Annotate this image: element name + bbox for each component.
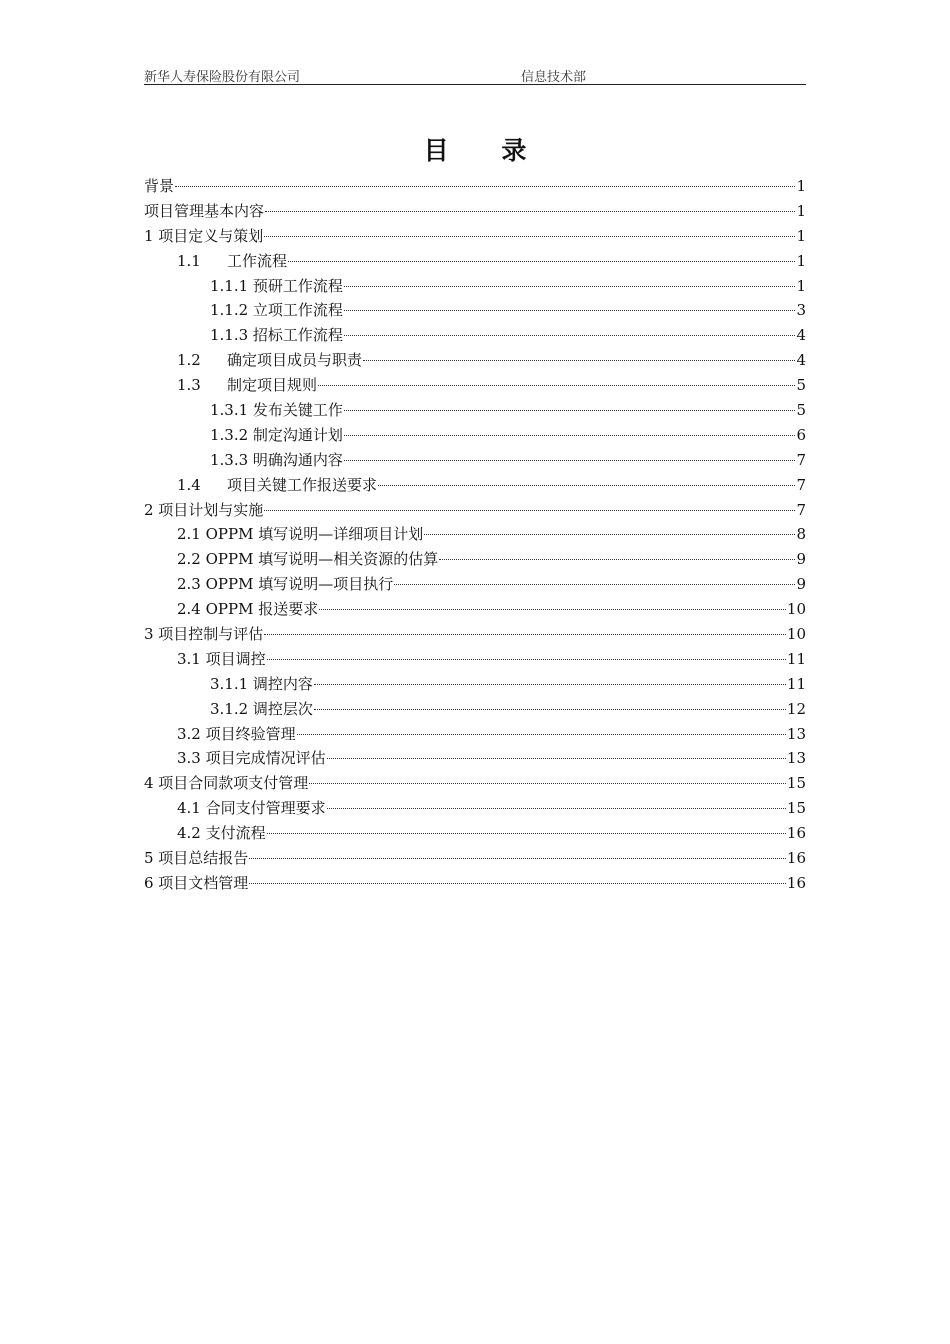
toc-entry[interactable] xyxy=(144,298,806,323)
toc-entry-number: 1.3 xyxy=(177,376,201,395)
toc-entry-text: 4.1 合同支付管理要求 xyxy=(177,799,326,818)
toc-entry-text: 1.3.2 制定沟通计划 xyxy=(210,425,343,444)
toc-entry-page: 16 xyxy=(786,824,806,843)
company-name: 新华人寿保险股份有限公司 xyxy=(144,70,301,85)
toc-entry-text: 1.1.2 立项工作流程 xyxy=(210,301,343,320)
toc-entry-text: 1.1.1 预研工作流程 xyxy=(210,276,343,295)
dot-leader xyxy=(288,261,795,262)
toc-entry-text: 3 项目控制与评估 xyxy=(144,625,264,644)
toc-entry-page: 13 xyxy=(786,724,806,743)
dot-leader xyxy=(314,684,786,685)
toc-entry[interactable] xyxy=(144,597,806,622)
dot-leader xyxy=(267,833,786,834)
dot-leader xyxy=(344,286,796,287)
toc-entry[interactable] xyxy=(144,174,806,199)
toc-entry[interactable] xyxy=(144,846,806,871)
toc-entry-page: 15 xyxy=(786,774,806,793)
toc-entry-number: 1.2 xyxy=(177,351,201,370)
toc-entry-text: 5 项目总结报告 xyxy=(144,849,249,868)
toc-entry-page: 13 xyxy=(786,749,806,768)
dot-leader xyxy=(327,808,786,809)
toc-entry-page: 9 xyxy=(796,550,806,569)
toc-entry[interactable] xyxy=(144,448,806,473)
toc-entry-page: 1 xyxy=(796,201,806,220)
toc-entry-text: 项目管理基本内容 xyxy=(144,201,265,220)
toc-entry-page: 1 xyxy=(796,251,806,270)
page-header xyxy=(144,64,806,85)
dot-leader xyxy=(439,559,795,560)
toc-entry-text: 确定项目成员与职责 xyxy=(227,351,363,370)
toc-entry-page: 11 xyxy=(786,649,806,668)
toc-entry-text: 2.3 OPPM 填写说明—项目执行 xyxy=(177,575,394,594)
toc-entry-page: 10 xyxy=(786,600,806,619)
dot-leader xyxy=(344,335,796,336)
toc-entry-page: 16 xyxy=(786,873,806,892)
toc-entry-page: 7 xyxy=(796,475,806,494)
dot-leader xyxy=(378,485,795,486)
toc-entry[interactable] xyxy=(144,323,806,348)
dot-leader xyxy=(264,236,795,237)
toc-entry-page: 16 xyxy=(786,849,806,868)
dot-leader xyxy=(344,410,796,411)
table-of-contents xyxy=(144,174,806,896)
toc-entry-page: 4 xyxy=(796,351,806,370)
toc-entry[interactable] xyxy=(144,199,806,224)
toc-entry-page: 3 xyxy=(796,301,806,320)
toc-entry-page: 1 xyxy=(796,226,806,245)
toc-entry-text: 3.1.1 调控内容 xyxy=(210,674,313,693)
toc-entry[interactable] xyxy=(144,746,806,771)
dot-leader xyxy=(344,310,796,311)
toc-entry-page: 10 xyxy=(786,625,806,644)
dot-leader xyxy=(363,360,795,361)
toc-entry-text: 3.3 项目完成情况评估 xyxy=(177,749,326,768)
toc-entry-text: 制定项目规则 xyxy=(227,376,318,395)
toc-entry[interactable] xyxy=(144,647,806,672)
dot-leader xyxy=(249,883,786,884)
toc-entry-text: 3.1.2 调控层次 xyxy=(210,699,313,718)
toc-entry[interactable] xyxy=(144,771,806,796)
toc-entry-page: 9 xyxy=(796,575,806,594)
dot-leader xyxy=(264,634,786,635)
dot-leader xyxy=(309,783,786,784)
toc-entry-text: 3.1 项目调控 xyxy=(177,649,266,668)
dot-leader xyxy=(424,534,795,535)
toc-entry-text: 3.2 项目终验管理 xyxy=(177,724,296,743)
toc-entry-text: 2 项目计划与实施 xyxy=(144,500,264,519)
toc-entry-text: 1 项目定义与策划 xyxy=(144,226,264,245)
dot-leader xyxy=(314,709,786,710)
toc-entry[interactable] xyxy=(144,398,806,423)
toc-entry-text: 2.1 OPPM 填写说明—详细项目计划 xyxy=(177,525,424,544)
dot-leader xyxy=(297,734,786,735)
toc-entry[interactable] xyxy=(144,249,806,274)
toc-entry-number: 1.4 xyxy=(177,475,201,494)
toc-entry-page: 1 xyxy=(796,177,806,195)
dot-leader xyxy=(265,211,795,212)
toc-entry-page: 6 xyxy=(796,425,806,444)
toc-entry-number: 1.1 xyxy=(177,251,201,270)
toc-entry-page: 4 xyxy=(796,326,806,345)
toc-entry[interactable] xyxy=(144,348,806,373)
toc-title: 目 录 xyxy=(423,136,549,165)
toc-entry[interactable] xyxy=(144,821,806,846)
toc-entry[interactable] xyxy=(144,697,806,722)
toc-entry-page: 15 xyxy=(786,799,806,818)
toc-entry[interactable] xyxy=(144,672,806,697)
toc-entry[interactable] xyxy=(144,498,806,523)
toc-entry[interactable] xyxy=(144,224,806,249)
toc-entry-text: 1.3.1 发布关键工作 xyxy=(210,401,343,420)
toc-entry-page: 8 xyxy=(796,525,806,544)
toc-entry-text: 2.4 OPPM 报送要求 xyxy=(177,600,319,619)
dot-leader xyxy=(394,584,795,585)
toc-entry-text: 1.3.3 明确沟通内容 xyxy=(210,450,343,469)
toc-entry[interactable] xyxy=(144,473,806,498)
toc-entry[interactable] xyxy=(144,423,806,448)
toc-entry[interactable] xyxy=(144,722,806,747)
toc-entry-page: 12 xyxy=(786,699,806,718)
toc-entry-text: 项目关键工作报送要求 xyxy=(227,475,378,494)
toc-entry[interactable] xyxy=(144,522,806,547)
toc-entry-page: 7 xyxy=(796,500,806,519)
toc-entry[interactable] xyxy=(144,373,806,398)
toc-entry[interactable] xyxy=(144,274,806,299)
dot-leader xyxy=(344,460,796,461)
dot-leader xyxy=(327,758,786,759)
toc-entry-page: 7 xyxy=(796,450,806,469)
toc-entry[interactable] xyxy=(144,547,806,572)
toc-entry-text: 6 项目文档管理 xyxy=(144,873,249,892)
dot-leader xyxy=(267,659,786,660)
toc-entry-page: 5 xyxy=(796,376,806,395)
toc-entry-text: 4 项目合同款项支付管理 xyxy=(144,774,309,793)
dot-leader xyxy=(318,385,795,386)
dot-leader xyxy=(344,435,796,436)
dot-leader xyxy=(249,858,786,859)
department-name: 信息技术部 xyxy=(521,70,587,85)
dot-leader xyxy=(264,510,795,511)
toc-entry[interactable] xyxy=(144,796,806,821)
toc-entry-text: 1.1.3 招标工作流程 xyxy=(210,326,343,345)
toc-entry-text: 2.2 OPPM 填写说明—相关资源的估算 xyxy=(177,550,439,569)
toc-entry-text: 背景 xyxy=(144,177,175,195)
toc-entry-text: 工作流程 xyxy=(227,251,288,270)
toc-entry[interactable] xyxy=(144,572,806,597)
toc-entry[interactable] xyxy=(144,622,806,647)
dot-leader xyxy=(319,609,786,610)
toc-entry-page: 11 xyxy=(786,674,806,693)
toc-entry-page: 5 xyxy=(796,401,806,420)
toc-entry[interactable] xyxy=(144,871,806,896)
dot-leader xyxy=(175,186,795,187)
toc-entry-text: 4.2 支付流程 xyxy=(177,824,266,843)
toc-entry-page: 1 xyxy=(796,276,806,295)
